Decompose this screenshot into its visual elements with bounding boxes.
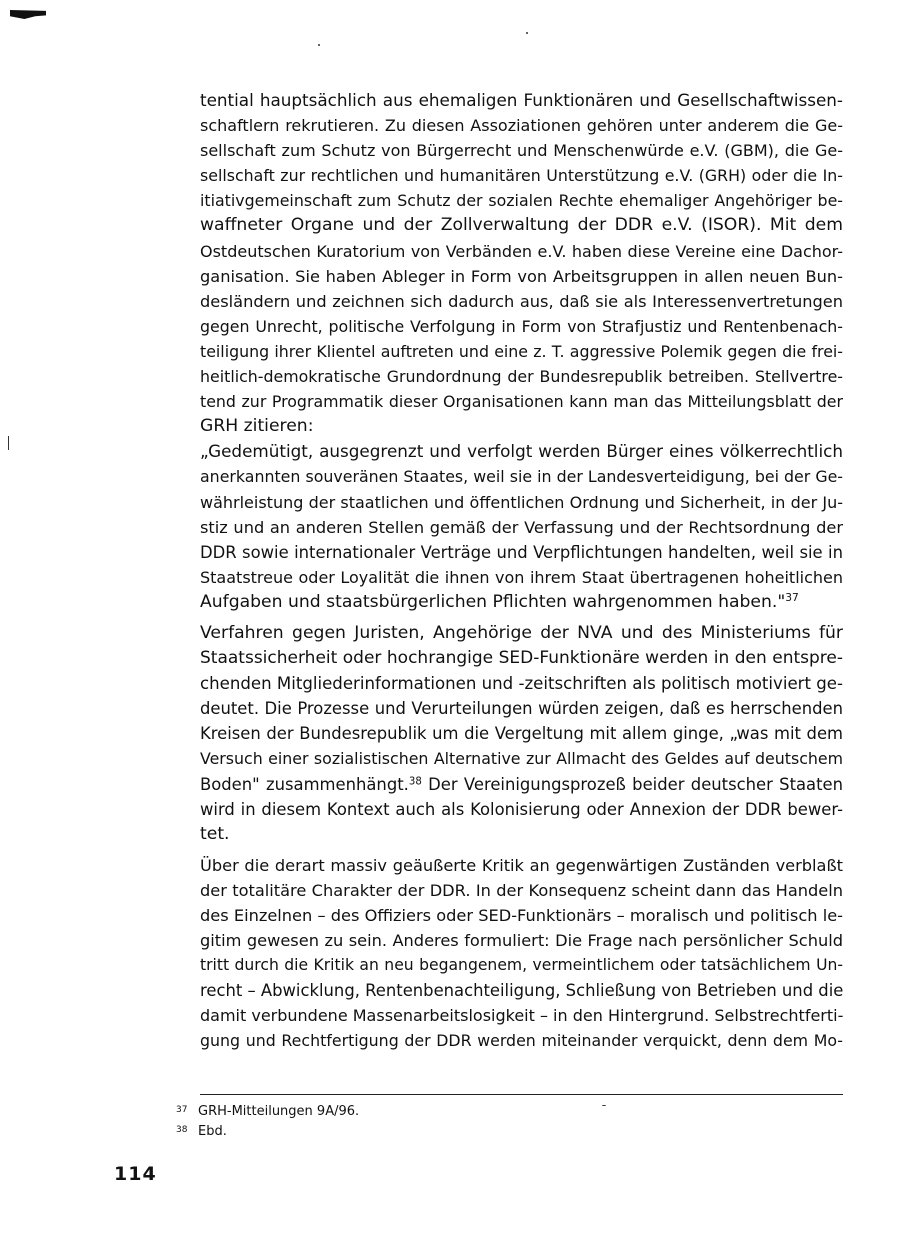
footnote-number: 37 <box>176 1105 188 1115</box>
text-line: schaftlern rekrutieren. Zu diesen Assoziationen gehören unter anderem die Ge- <box>200 116 843 136</box>
quote-end-text: Aufgaben und staatsbürgerlichen Pflichten wahrgenommen haben." <box>200 591 786 612</box>
text-line: damit verbundene Massenarbeitslosigkeit – in den Hintergrund. Selbstrechtferti- <box>200 1006 844 1026</box>
footnote-number: 38 <box>176 1125 188 1135</box>
footnote-37 <box>176 1101 359 1121</box>
text-line <box>200 772 843 797</box>
scan-speck <box>602 1105 606 1106</box>
text-line: ganisation. Sie haben Ableger in Form von Arbeitsgruppen in allen neuen Bun- <box>200 266 843 286</box>
footnote-ref-38[interactable]: 38 <box>408 775 422 787</box>
quote-line <box>200 590 843 615</box>
text-line: gegen Unrecht, politische Verfolgung in Form von Strafjustiz und Rentenbenach- <box>200 316 843 336</box>
quote-line: DDR sowie internationaler Verträge und Verpflichtungen handelten, weil sie in <box>200 542 843 562</box>
quote-line: währleistung der staatlichen und öffentlichen Ordnung und Sicherheit, in der Ju- <box>200 492 843 512</box>
text-fragment: Boden" zusammenhängt. <box>200 774 409 794</box>
text-line: Staatssicherheit oder hochrangige SED-Funktionäre werden in den entspre- <box>200 648 843 669</box>
scan-speck <box>526 32 528 34</box>
footnotes <box>176 1101 359 1141</box>
text-line: gitim gewesen zu sein. Anderes formuliert: Die Frage nach persönlicher Schuld <box>200 931 843 951</box>
text-line: Ostdeutschen Kuratorium von Verbänden e.V. haben diese Vereine eine Dachor- <box>200 241 843 261</box>
text-line: heitlich-demokratische Grundordnung der Bundesrepublik betreiben. Stellvertre- <box>200 367 843 387</box>
scan-speck <box>8 436 9 450</box>
text-line: Verfahren gegen Juristen, Angehörige der NVA und des Ministeriums für <box>200 622 843 643</box>
text-line: itiativgemeinschaft zum Schutz der sozialen Rechte ehemaliger Angehöriger be- <box>200 191 843 211</box>
scan-speck <box>318 44 320 46</box>
text-line: tet. <box>200 823 230 844</box>
page-number: 114 <box>114 1163 157 1185</box>
text-fragment: Der Vereinigungsprozeß beider deutscher Staaten <box>421 774 843 794</box>
body-text <box>200 88 843 1054</box>
footnote-text: Ebd. <box>198 1124 227 1139</box>
text-line: wird in diesem Kontext auch als Kolonisierung oder Annexion der DDR bewer- <box>200 799 843 819</box>
text-line: tend zur Programmatik dieser Organisationen kann man das Mitteilungsblatt der <box>200 392 843 412</box>
text-line: teiligung ihrer Klientel auftreten und eine z. T. aggressive Polemik gegen die frei- <box>200 341 843 361</box>
text-line: desländern und zeichnen sich dadurch aus, daß sie als Interessenvertretungen <box>200 291 843 311</box>
footnote-text: GRH-Mitteilungen 9A/96. <box>198 1104 360 1119</box>
text-line: Über die derart massiv geäußerte Kritik an gegenwärtigen Zuständen verblaßt <box>200 855 843 875</box>
text-line: waffneter Organe und der Zollverwaltung der DDR e.V. (ISOR). Mit dem <box>200 215 843 236</box>
text-line: deutet. Die Prozesse und Verurteilungen würden zeigen, daß es herrschenden <box>200 699 843 719</box>
text-line: der totalitäre Charakter der DDR. In der Konsequenz scheint dann das Handeln <box>200 880 843 900</box>
quote-line: „Gedemütigt, ausgegrenzt und verfolgt werden Bürger eines völkerrechtlich <box>200 441 843 462</box>
footnote-divider <box>200 1094 843 1095</box>
text-line: Versuch einer sozialistischen Alternative zur Allmacht des Geldes auf deutschem <box>200 749 843 769</box>
footnote-ref-37[interactable]: 37 <box>785 591 799 605</box>
quote-line: Staatstreue oder Loyalität die ihnen von ihrem Staat übertragenen hoheitlichen <box>200 567 843 587</box>
text-line: gung und Rechtfertigung der DDR werden miteinander verquickt, denn dem Mo- <box>200 1031 843 1051</box>
footnote-38 <box>176 1121 359 1141</box>
text-line: chenden Mitgliederinformationen und -zeitschriften als politisch motiviert ge- <box>200 674 843 694</box>
quote-line: anerkannten souveränen Staates, weil sie in der Landesverteidigung, bei der Ge- <box>200 467 843 487</box>
text-line: tritt durch die Kritik an neu begangenem, vermeintlichem oder tatsächlichem Un- <box>200 956 843 975</box>
text-line: Kreisen der Bundesrepublik um die Vergeltung mit allem ginge, „was mit dem <box>200 724 843 744</box>
quote-line: stiz und an anderen Stellen gemäß der Verfassung und der Rechtsordnung der <box>200 517 843 537</box>
text-line: recht – Abwicklung, Rentenbenachteiligung, Schließung von Betrieben und die <box>200 981 844 1001</box>
text-line: tential hauptsächlich aus ehemaligen Funktionären und Gesellschaftwissen- <box>200 90 843 110</box>
text-line: des Einzelnen – des Offiziers oder SED-Funktionärs – moralisch und politisch le- <box>200 906 843 925</box>
text-line: sellschaft zur rechtlichen und humanitären Unterstützung e.V. (GRH) oder die In- <box>200 166 843 186</box>
scan-artifact <box>10 10 46 19</box>
text-line: sellschaft zum Schutz von Bürgerrecht und Menschenwürde e.V. (GBM), die Ge- <box>200 141 843 161</box>
text-line: GRH zitieren: <box>200 416 314 437</box>
